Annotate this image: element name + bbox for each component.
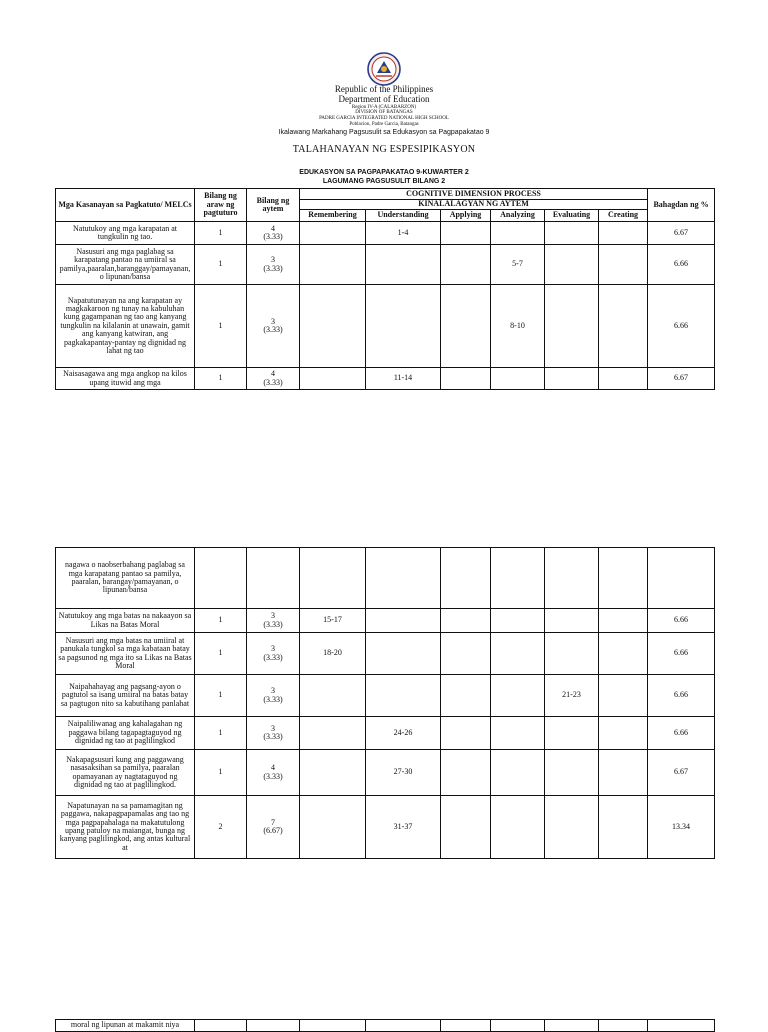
header-kinalalagyan: KINALALAGYAN NG AYTEM — [300, 200, 648, 210]
percent-cell: 6.66 — [648, 675, 715, 717]
melc-cell: Nasusuri ang mga paglabag sa karapatang pantao na umiiral sa pamilya,paaralan,baranggay/pamayanan, o lipunan/bansa — [56, 245, 195, 285]
item-placement-cell — [441, 609, 491, 633]
melc-cell: Napatutunayan na ang karapatan ay magkakaroon ng tunay na kabuluhan kung gagampanan ng tao ang kanyang tungkulin na kilalanin at unawain, gamit ang kanyang katwiran, ang pagkakapantay-pantay ng dignidad ng lahat ng tao — [56, 285, 195, 368]
items-percent: (3.33) — [263, 652, 283, 662]
item-placement-cell — [545, 548, 599, 609]
item-placement-cell — [300, 245, 366, 285]
item-placement-cell: 31-37 — [366, 796, 441, 859]
item-placement-cell: 11-14 — [366, 368, 441, 390]
items-cell — [247, 750, 300, 796]
item-placement-cell — [491, 717, 545, 750]
melc-cell: nagawa o naobserbahang paglabag sa mga karapatang pantao sa pamilya, paaralan, barangay/pamayanan, o lipunan/bansa — [56, 548, 195, 609]
item-placement-cell: 24-26 — [366, 717, 441, 750]
item-placement-cell — [366, 548, 441, 609]
days-cell: 1 — [195, 222, 247, 245]
items-cell — [247, 1020, 300, 1032]
percent-cell: 6.66 — [648, 633, 715, 675]
item-placement-cell — [491, 796, 545, 859]
table-row — [56, 796, 715, 859]
days-cell — [195, 548, 247, 609]
header-understanding: Understanding — [366, 210, 441, 222]
header-exam-name: Ikalawang Markahang Pagsusulit sa Edukasyon sa Pagpapakatao 9 — [278, 129, 490, 136]
item-placement-cell — [300, 717, 366, 750]
item-placement-cell — [441, 285, 491, 368]
table-row — [56, 548, 715, 609]
item-placement-cell — [300, 368, 366, 390]
items-count: 3 — [271, 644, 275, 654]
item-placement-cell — [545, 368, 599, 390]
item-placement-cell — [599, 245, 648, 285]
item-placement-cell — [300, 1020, 366, 1032]
item-placement-cell — [599, 368, 648, 390]
item-placement-cell — [545, 222, 599, 245]
table-row — [56, 609, 715, 633]
items-count: 3 — [271, 723, 275, 733]
days-cell: 1 — [195, 750, 247, 796]
items-count: 4 — [271, 369, 275, 379]
items-count: 3 — [271, 255, 275, 265]
items-cell — [247, 548, 300, 609]
item-placement-cell — [491, 368, 545, 390]
table-row — [56, 675, 715, 717]
items-count: 4 — [271, 223, 275, 233]
deped-seal-icon — [367, 52, 401, 86]
items-cell — [247, 368, 300, 390]
item-placement-cell — [441, 796, 491, 859]
items-percent: (3.33) — [263, 263, 283, 273]
items-cell — [247, 285, 300, 368]
items-cell — [247, 245, 300, 285]
table-row — [56, 633, 715, 675]
header-evaluating: Evaluating — [545, 210, 599, 222]
item-placement-cell: 27-30 — [366, 750, 441, 796]
items-count: 4 — [271, 763, 275, 773]
items-percent: (3.33) — [263, 232, 283, 241]
days-cell: 1 — [195, 717, 247, 750]
item-placement-cell — [441, 717, 491, 750]
header-creating: Creating — [599, 210, 648, 222]
item-placement-cell — [491, 633, 545, 675]
percent-cell: 6.66 — [648, 245, 715, 285]
document-subtitle-2: LAGUMANG PAGSUSULIT BILANG 2 — [322, 178, 446, 185]
items-percent: (6.67) — [263, 826, 283, 835]
item-placement-cell — [300, 796, 366, 859]
item-placement-cell — [441, 633, 491, 675]
items-count: 3 — [271, 686, 275, 696]
melc-cell: Nasusuri ang mga batas na umiiral at panukala tungkol sa mga kabataan batay sa pagsunod ng mga ito sa Likas na Batas Moral — [56, 633, 195, 675]
item-placement-cell: 21-23 — [545, 675, 599, 717]
item-placement-cell — [491, 675, 545, 717]
table-row — [56, 368, 715, 390]
item-placement-cell — [545, 750, 599, 796]
item-placement-cell — [441, 245, 491, 285]
item-placement-cell — [545, 1020, 599, 1032]
header-melc: Mga Kasanayan sa Pagkatuto/ MELCs — [56, 189, 195, 222]
items-cell — [247, 633, 300, 675]
item-placement-cell — [366, 609, 441, 633]
percent-cell: 6.67 — [648, 750, 715, 796]
table-row — [56, 245, 715, 285]
header-school: PADRE GARCIA INTEGRATED NATIONAL HIGH SCHOOL — [319, 116, 449, 121]
item-placement-cell — [545, 285, 599, 368]
item-placement-cell — [300, 750, 366, 796]
percent-cell: 6.67 — [648, 368, 715, 390]
days-cell: 1 — [195, 633, 247, 675]
item-placement-cell — [545, 796, 599, 859]
melc-cell: Naipaliliwanag ang kahalagahan ng paggawa bilang tagapagtaguyod ng dignidad ng tao at paglilingkod — [56, 717, 195, 750]
item-placement-cell — [599, 633, 648, 675]
item-placement-cell — [441, 675, 491, 717]
melc-cell: moral ng lipunan at makamit niya — [56, 1020, 195, 1032]
item-placement-cell — [545, 633, 599, 675]
item-placement-cell — [491, 1020, 545, 1032]
item-placement-cell — [545, 609, 599, 633]
item-placement-cell — [441, 222, 491, 245]
items-cell — [247, 675, 300, 717]
days-cell: 1 — [195, 675, 247, 717]
items-percent: (3.33) — [263, 619, 283, 629]
percent-cell: 6.66 — [648, 717, 715, 750]
specification-table-continued — [55, 547, 715, 859]
items-count: 7 — [271, 817, 275, 827]
item-placement-cell — [300, 548, 366, 609]
days-cell: 1 — [195, 368, 247, 390]
items-cell — [247, 222, 300, 245]
item-placement-cell — [366, 1020, 441, 1032]
header-division: DIVISION OF BATANGAS — [355, 110, 413, 115]
item-placement-cell — [599, 750, 648, 796]
items-cell — [247, 609, 300, 633]
item-placement-cell — [599, 675, 648, 717]
header-remembering: Remembering — [300, 210, 366, 222]
item-placement-cell — [300, 285, 366, 368]
item-placement-cell — [300, 222, 366, 245]
items-percent: (3.33) — [263, 732, 283, 741]
item-placement-cell — [366, 633, 441, 675]
items-count: 3 — [271, 611, 275, 621]
percent-cell: 13.34 — [648, 796, 715, 859]
item-placement-cell — [599, 222, 648, 245]
item-placement-cell — [366, 245, 441, 285]
item-placement-cell — [441, 368, 491, 390]
item-placement-cell — [300, 675, 366, 717]
header-applying: Applying — [441, 210, 491, 222]
item-placement-cell — [599, 1020, 648, 1032]
items-percent: (3.33) — [263, 325, 283, 334]
specification-table — [55, 188, 715, 390]
header-percent: Bahagdan ng % — [648, 189, 715, 222]
percent-cell — [648, 1020, 715, 1032]
melc-cell: Naipahahayag ang pagsang-ayon o pagtutol sa isang umiiral na batas batay sa pagtugon nito sa kabutihang panlahat — [56, 675, 195, 717]
days-cell: 1 — [195, 609, 247, 633]
items-cell — [247, 796, 300, 859]
percent-cell: 6.67 — [648, 222, 715, 245]
items-count: 3 — [271, 316, 275, 326]
item-placement-cell: 18-20 — [300, 633, 366, 675]
header-analyzing: Analyzing — [491, 210, 545, 222]
table-row — [56, 285, 715, 368]
melc-cell: Naisasagawa ang mga angkop na kilos upang ituwid ang mga — [56, 368, 195, 390]
days-cell: 1 — [195, 285, 247, 368]
items-percent: (3.33) — [263, 377, 283, 387]
melc-cell: Natutukoy ang mga batas na nakaayon sa Likas na Batas Moral — [56, 609, 195, 633]
item-placement-cell — [545, 717, 599, 750]
item-placement-cell — [441, 548, 491, 609]
days-cell — [195, 1020, 247, 1032]
item-placement-cell — [366, 285, 441, 368]
table-row — [56, 222, 715, 245]
days-cell: 2 — [195, 796, 247, 859]
melc-cell: Nakapagsusuri kung ang paggawang nasasaksihan sa pamilya, paaralan opamayanan ay nagtataguyod ng dignidad ng tao at paglilingkod. — [56, 750, 195, 796]
item-placement-cell — [545, 245, 599, 285]
items-percent: (3.33) — [263, 694, 283, 704]
table-row — [56, 717, 715, 750]
item-placement-cell — [599, 285, 648, 368]
header-address: Poblacion, Padre Garcia, Batangas — [349, 122, 419, 127]
melc-cell: Natutukoy ang mga karapatan at tungkulin ng tao. — [56, 222, 195, 245]
header-days: Bilang ng araw ng pagtuturo — [195, 189, 247, 222]
item-placement-cell: 5-7 — [491, 245, 545, 285]
days-cell: 1 — [195, 245, 247, 285]
item-placement-cell: 8-10 — [491, 285, 545, 368]
item-placement-cell: 15-17 — [300, 609, 366, 633]
header-region: Region IV-A (CALABARZON) — [351, 105, 417, 110]
item-placement-cell — [491, 222, 545, 245]
items-cell — [247, 717, 300, 750]
item-placement-cell — [366, 675, 441, 717]
table-row — [56, 750, 715, 796]
header-department: Department of Education — [338, 94, 430, 104]
item-placement-cell — [441, 1020, 491, 1032]
items-percent: (3.33) — [263, 771, 283, 781]
item-placement-cell — [599, 548, 648, 609]
item-placement-cell: 1-4 — [366, 222, 441, 245]
percent-cell: 6.66 — [648, 609, 715, 633]
melc-cell: Napatunayan na sa pamamagitan ng paggawa, nakapagpapamalas ang tao ng mga pagpapahalaga na makatutulong upang patuloy na maiangat, bunga ng kanyang paglilingkod, ang antas kultural at — [56, 796, 195, 859]
item-placement-cell — [491, 609, 545, 633]
specification-table-page-3 — [55, 1019, 715, 1032]
header-items: Bilang ng aytem — [247, 189, 300, 222]
item-placement-cell — [599, 796, 648, 859]
percent-cell: 6.66 — [648, 285, 715, 368]
header-republic: Republic of the Philippines — [334, 84, 434, 94]
item-placement-cell — [491, 750, 545, 796]
document-title: TALAHANAYAN NG ESPESIPIKASYON — [292, 144, 476, 155]
item-placement-cell — [599, 717, 648, 750]
header-cognitive-dimension: COGNITIVE DIMENSION PROCESS — [300, 189, 648, 200]
percent-cell — [648, 548, 715, 609]
item-placement-cell — [441, 750, 491, 796]
item-placement-cell — [491, 548, 545, 609]
document-subtitle: EDUKASYON SA PAGPAPAKATAO 9-KUWARTER 2 — [299, 169, 469, 176]
table-row — [56, 1020, 715, 1032]
item-placement-cell — [599, 609, 648, 633]
